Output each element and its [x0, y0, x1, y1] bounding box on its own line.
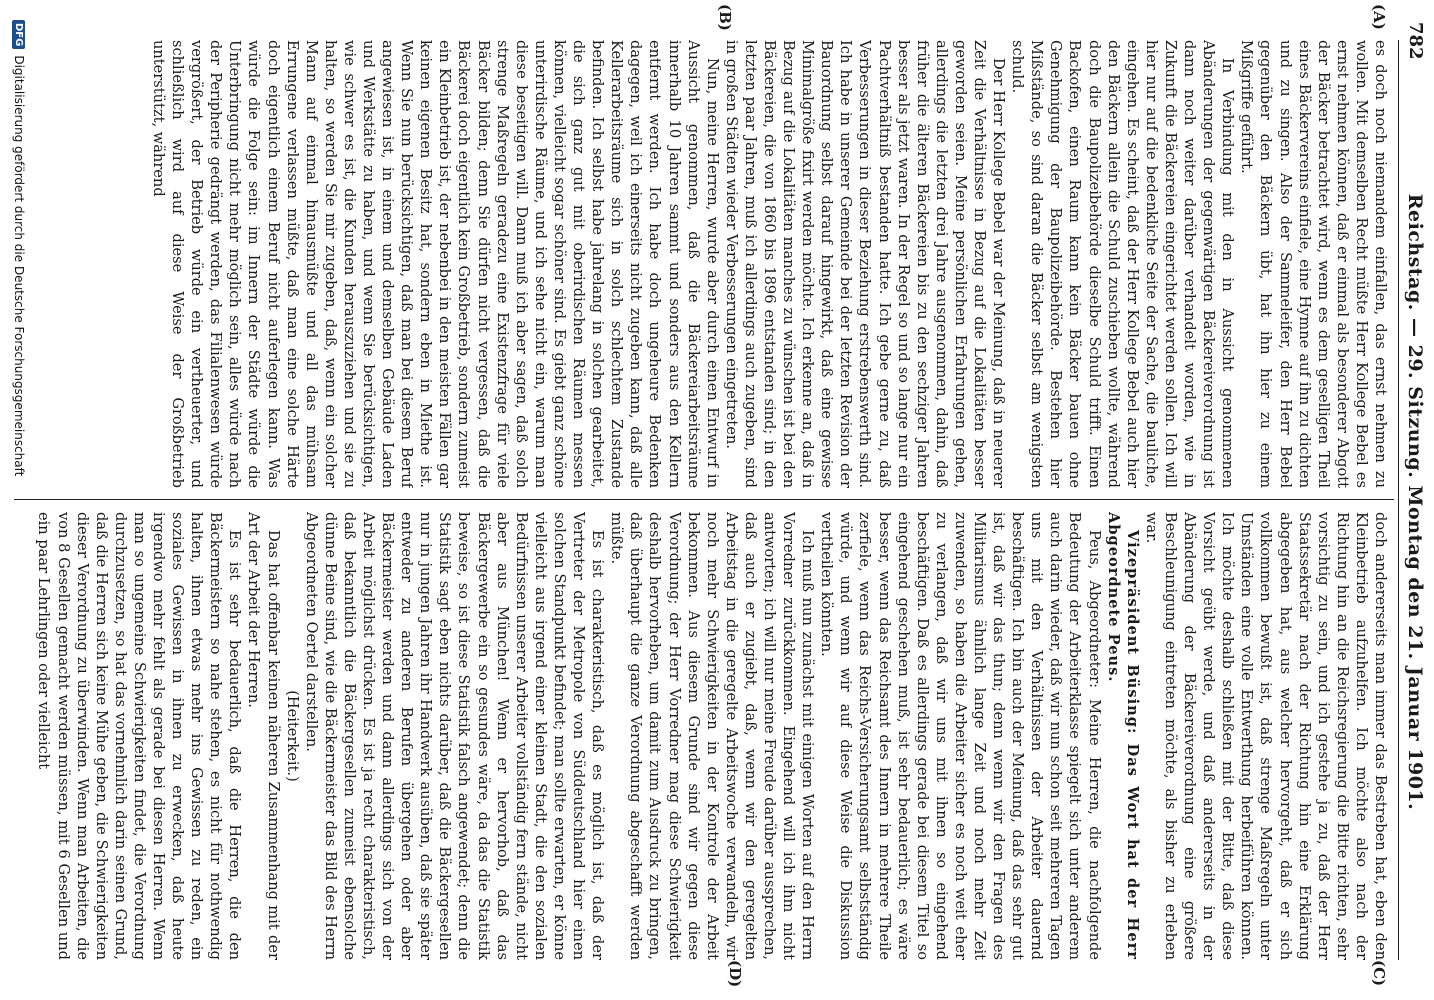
paragraph: Der Herr Kollege Bebel war der Meinung, daß in neuerer Zeit die Verhältnisse in Bezug auf die Lokalitäten besser geworden seien. Meine persönlichen Erfahrungen gehen, allerdings die letzten drei Jahre ausgenommen, dahin, daß früher die älteren Bäckereien bis zu den sechziger Jahren besser als jetzt waren. In der Regel so und so lange nur ein Pachtverhältniß bestanden hatte. Ich gebe gerne zu, daß Verbesserungen in dieser Beziehung erstrebenswerth sind. Ich habe in unserer Gemeinde bei der letzten Revision der Bauordnung selbst darauf hingewirkt, daß eine gewisse Minimalgröße fixirt werden möchte. Ich erkenne an, daß in Bezug auf die Lokalitäten manches zu wünschen ist bei den Bäckereien, die von 1860 bis 1896 entstanden sind; in den letzten paar Jahren, muß ich allerdings auch zugeben, sind in großen Städten wieder Verbesserungen eingetreten.	[722, 40, 1008, 488]
laughter-note: (Heiterkeit.)	[283, 690, 301, 782]
margin-mark-a: (A)	[1370, 4, 1388, 30]
paragraph: In Verbindung mit den in Aussicht genommenen Abänderungen der gegenwärtigen Bäckereiverordnung ist dann noch weiter darüber verhandelt worden, wie in Zukunft die Bäckereien eingerichtet werden sollen. Ich will hier nur auf die bedenkliche Seite der Sache, die bauliche, eingehen. Es scheint, daß der Herr Kollege Bebel auch hier den Bäckern allein die Schuld zuschieben wollte, während doch die Baupolizeibehörde dieselbe Schuld trifft. Einen Backofen, einen Raum kann kein Bäcker bauen ohne Genehmigung der Baupolizeibehörde. Bestehen hier Mißstände, so sind daran die Bäcker selbst am wenigsten schuld.	[1009, 40, 1237, 488]
speaker-announcement: Vizepräsident Büsing: Das Wort hat der Herr Abgeordnete Peus.	[1104, 512, 1141, 960]
paragraph: Nun, meine Herren, wurde aber durch einen Entwurf in Aussicht genommen, daß die Bäckereiarbeitsräume innerhalb 10 Jahren sammt und sonders aus den Kellern entfernt werden. Ich habe doch ungeheure Bedenken dagegen, weil ich einerseits nicht zugeben kann, daß alle Kellerarbeitsräume sich in solch schlechtem Zustande befinden. Ich selbst habe jahrelang in solchen gearbeitet, die sich ganz gut mit oberirdischen Räumen messen können, vielleicht sogar schöner sind. Es giebt ganz schöne unterirdische Räume, und ich sehe nicht ein, warum man diese beseitigen will. Dann muß ich aber sagen, daß solch strenge Maßregeln geradezu eine Existenzfrage für viele Bäcker bilden; denn Sie dürfen nicht vergessen, daß die Bäckerei doch eigentlich kein Großbetrieb, sondern zumeist ein Kleinbetrieb ist, der nebenbei in den meisten Fällen gar keinen eigenen Besitz hat, sondern eben in Miethe ist. Wenn Sie nun berücksichtigen, daß man bei diesem Beruf angewiesen ist, in einem und demselben Gebäude Laden und Werkstätte zu haben, und wenn Sie berücksichtigen, wie schwer es ist, die Kunden herauszuziehen und sie zu halten, so werden Sie mir zugeben, daß, wenn ein solcher Mann auf einmal hinausmüßte und all das mühsam Errungene verlassen müßte, daß man eine solche Härte doch eigentlich einem Beruf nicht auferlegen kann. Was würde die Folge sein: im Innern der Städte würde die Unterbringung nicht mehr möglich sein, alles würde nach der Peripherie gedrängt werden, das Filialenwesen würde vergrößert, der Betrieb würde ein vertheuerter, und schließlich wird auf diese Weise der Großbetrieb unterstützt, während	[150, 40, 721, 488]
dfg-logo: DFG	[13, 20, 26, 49]
paragraph: doch andererseits man immer das Bestreben hat, eben den Kleinbetrieb aufzuhelfen. Ich möchte also nach der Richtung hin an die Reichsregierung die Bitte richten, sehr vorsichtig zu sein, und ich gestehe ja zu, daß der Herr Staatssekretär nach der Richtung hin eine Erklärung abgegeben hat, aus welcher hervorgeht, daß er sich vollkommen bewußt ist, daß strenge Maßregeln unter Umständen eine volle Entwerthung herbeiführen können. Ich möchte deshalb schließen mit der Bitte, daß diese Vorsicht geübt werde, und daß andererseits in der Abänderung der Bäckereiverordnung eine größere Beschleunigung eintreten möchte, als bisher zu erleben war.	[1142, 512, 1389, 960]
paragraph: Ich muß nun zunächst mit einigen Worten auf den Herrn Vorredner zurückkommen. Eingehend will ich ihm nicht antworten; ich will nur meine Freude darüber aussprechen, daß auch er zugiebt, daß, wenn wir den geregelten Arbeitstag in die geregelte Arbeitswoche verwandeln, wir noch mehr Schwierigkeiten in der Kontrole der Arbeit bekommen. Aus diesem Grunde sind wir gegen diese Verordnung; der Herr Vorredner mag diese Schwierigkeit deshalb hervorheben, um damit zum Ausdruck zu bringen, daß überhaupt die ganze Verordnung abgeschafft werden müßte.	[608, 512, 817, 960]
left-column	[12, 40, 1390, 488]
paragraph: Peus, Abgeordneter: Meine Herren, die nachfolgende Bedeutung der Arbeiterklasse spiegelt sich unter anderem auch darin wieder, daß wir nun schon seit mehreren Tagen uns mit den Verhältnissen der Arbeiter dauernd beschäftigen. Ich bin auch der Meinung, daß das sehr gut ist, daß wir das thun; denn wenn wir den Fragen des Militarismus ähnlich lange Zeit und noch mehr Zeit zuwenden, so haben die Arbeiter sicher es noch weit eher zu verlangen, daß wir uns mit ihnen so eingehend beschäftigen. Daß es allerdings gerade bei diesem Titel so eingehend geschehen muß, ist sehr bedauerlich; es wäre besser, wenn das Reichsamt des Innern in mehrere Theile zerfiele, wenn das Reichs-Versicherungsamt selbstständig würde, und wenn wir auf diese Weise die Diskussion vertheilen könnten.	[818, 512, 1103, 960]
paragraph: Es ist sehr bedauerlich, daß die Herren, die den Bäckermeistern so nahe stehen, es nicht für nothwendig halten, ihnen etwas mehr ins Gewissen zu reden, ein soziales Gewissen in ihnen zu erwecken, daß heute irgendwo mehr fehlt als gerade bei diesen Herren. Wenn man so ungemeine Schwierigkeiten findet, die Verordnung durchzusetzen, so hat das vornehmlich darin seinen Grund, daß die Herren sich keine Mühe geben, die Schwierigkeiten dieser Verordnung zu überwinden. Wenn man Arbeiten, die von 8 Gesellen gemacht werden müssen, mit 6 Gesellen und ein paar Lehrlingen oder vielleicht	[35, 512, 244, 960]
column-rule	[14, 499, 1394, 500]
credit-text: Digitalisierung gefördert durch die Deutsche Forschungsgemeinschaft	[12, 55, 26, 477]
paragraph: Das hat offenbar keinen näheren Zusammenhang mit der Art der Arbeit der Herren.	[245, 512, 282, 960]
margin-mark-d: (D)	[726, 960, 744, 988]
running-head: Reichstag. — 29. Sitzung. Montag den 21. Januar 1901.	[1404, 193, 1426, 811]
right-column	[12, 512, 1390, 960]
page-number: 782	[1405, 22, 1426, 60]
margin-mark-b: (B)	[716, 4, 734, 31]
margin-mark-c: (C)	[1370, 960, 1388, 987]
paragraph: es doch noch niemandem einfallen, das ernst nehmen zu wollen. Mit demselben Recht müßte Herr Kollege Bebel es ernst nehmen können, daß er einmal als besonderer Abgott der Bäcker betrachtet wird, wenn es dem geselligen Theil eines Bäckervereins einfiele, eine Hymne auf ihn zu dichten und zu singen. Also der Sammeleifer, den Herr Bebel gegenüber den Bäckern übt, hat ihn hier zu einem Mißgriffe geführt.	[1238, 40, 1389, 488]
header-rule	[1398, 40, 1399, 960]
page-header	[1396, 22, 1426, 982]
paragraph: Es ist charakteristisch, daß es möglich ist, daß der Vertreter der Metropole von Süddeutschland hier einen solchen Standpunkt befindet; man sollte erwarten, er könne vielleicht aus irgend einer kleinen Stadt, die den sozialen Bedürfnissen unserer Arbeiter vollständig fern stände, nicht aber aus München! Wenn er hervorhob, daß das Bäckergewerbe ein so gesundes wäre, da das die Statistik beweise, so ist diese Statistik falsch angewendet; denn die Statistik sagt eben nichts darüber, daß die Bäckergesellen nur in jungen Jahren ihr Handwerk ausüben, daß sie später entweder zu anderen Berufen übergehen oder aber Bäckermeister werden und dann allerdings sich von der Arbeit möglichst drücken. Es ist ja recht charakteristisch, daß bekanntlich die Bäckergesellen zumeist ebensolche dünne Beine sind, wie die Bäckermeister das Bild des Herrn Abgeordneten Oertel darstellen.	[302, 512, 607, 960]
digitization-credit	[12, 20, 26, 980]
